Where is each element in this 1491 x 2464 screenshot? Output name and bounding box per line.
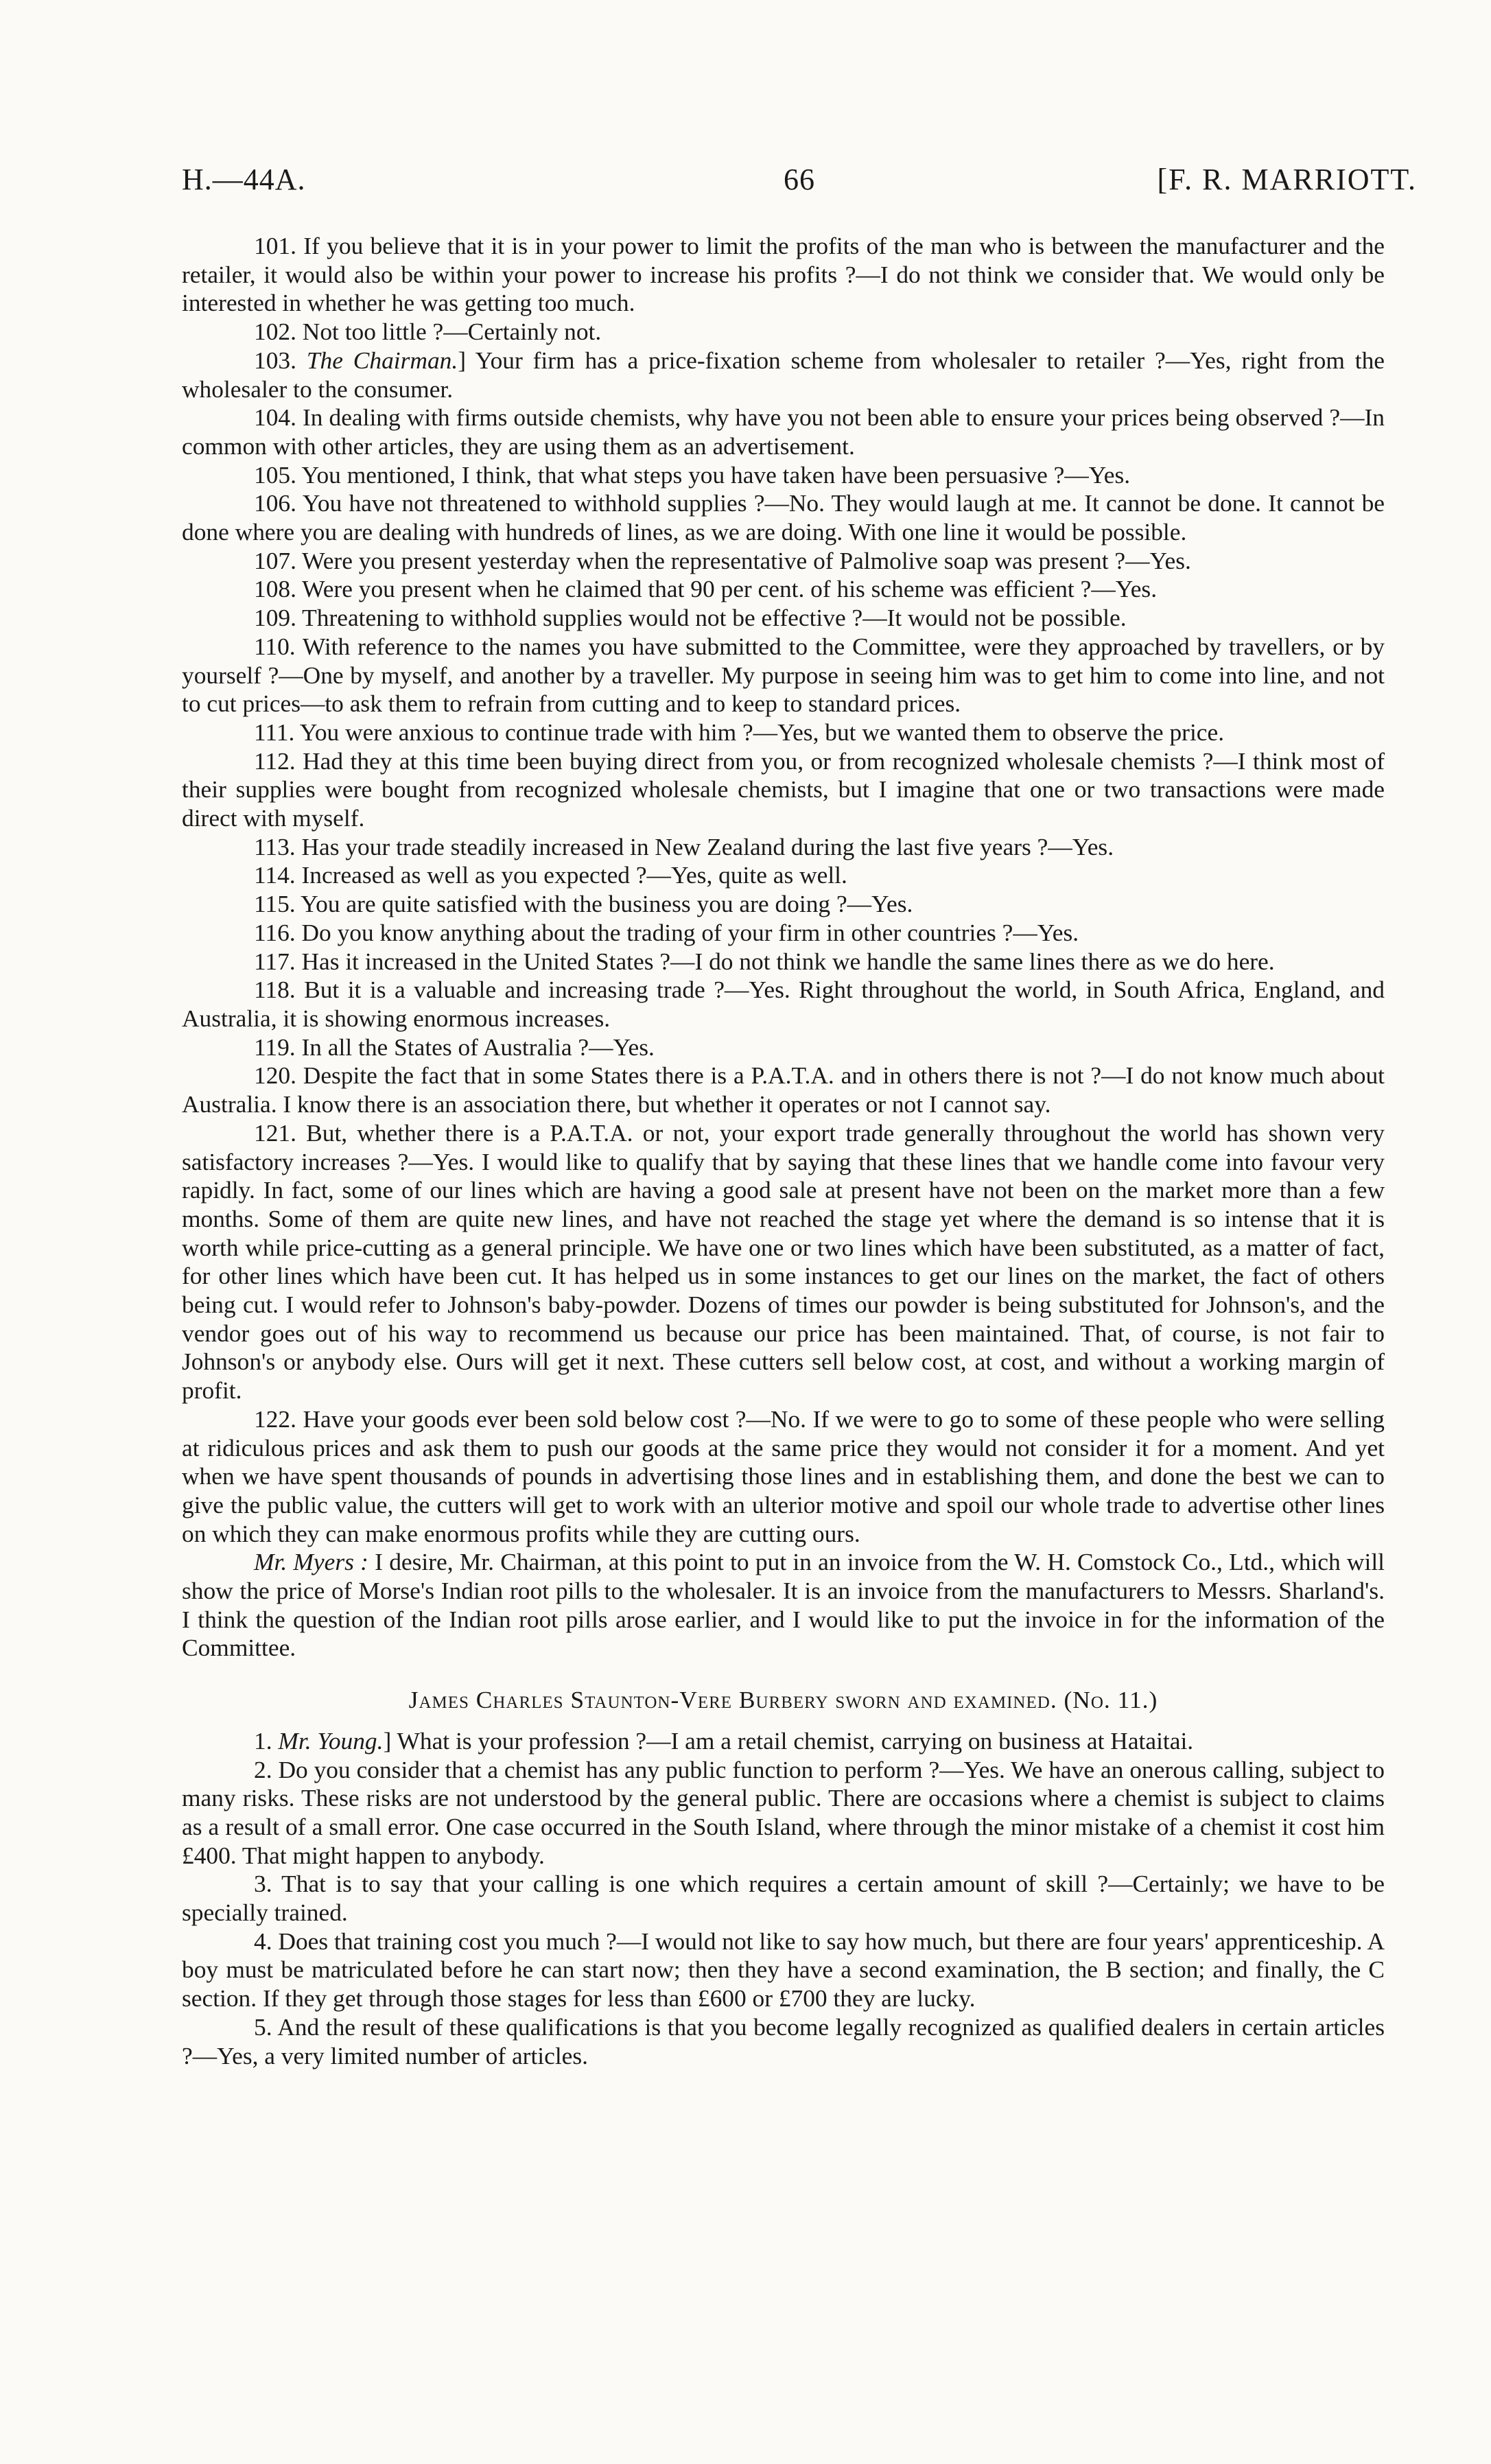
paragraph-115: 115. You are quite satisfied with the business you are doing ?—Yes. (254, 890, 913, 918)
paragraph-105: 105. You mentioned, I think, that what steps you have taken have been persuasive ?—Yes. (254, 460, 1131, 489)
speaker-name: Mr. Myers : (254, 1548, 368, 1576)
paragraph-4: 4. Does that training cost you much ?—I would not like to say how much, but there are four years' apprenticeship. A boy must be matriculated before he can start now; then they have a second examination, the B section; and finally, the C section. If they get through those stages for less than £600 or £700 they are lucky. (182, 1927, 1385, 2013)
paragraph-111: 111. You were anxious to continue trade with him ?—Yes, but we wanted them to observe the price. (254, 718, 1225, 746)
paragraph-122: 122. Have your goods ever been sold below cost ?—No. If we were to go to some of these people who were selling at ridiculous prices and ask them to push our goods at the same price they would not consider it for a moment. And yet when we have spent thousands of pounds in advertising those lines and in establishing them, and done the best we can to give the public value, the cutters will get to work with an ulterior motive and spoil our whole trade to advertise other lines on which they can make enormous profits while they are cutting ours. (182, 1405, 1385, 1547)
page-header (182, 162, 1417, 203)
paragraph-106: 106. You have not threatened to withhold supplies ?—No. They would laugh at me. It cannot be done. It cannot be done where you are dealing with hundreds of lines, as we are doing. With one line it would be possible. (182, 489, 1385, 546)
document-body (182, 232, 1385, 2070)
paragraph-107: 107. Were you present yesterday when the representative of Palmolive soap was present ?—Yes. (254, 546, 1191, 574)
paragraph-116: 116. Do you know anything about the trading of your firm in other countries ?—Yes. (254, 918, 1079, 946)
paragraph-114: 114. Increased as well as you expected ?—Yes, quite as well. (254, 861, 847, 889)
paragraph-101: 101. If you believe that it is in your power to limit the profits of the man who is between the manufacturer and the retailer, it would also be within your power to increase his profits ?—I do not think we consider that. We would only be interested in whether he was getting too much. (182, 232, 1385, 317)
witness-name-header: [F. R. MARRIOTT. (1157, 163, 1417, 196)
paragraph-112: 112. Had they at this time been buying direct from you, or from recognized wholesale chemists ?—I think most of their supplies were bought from recognized wholesale chemists, but I imagine that one or two transactions were made direct with myself. (182, 747, 1385, 832)
paragraph-text: ] Your firm has a price-fixation scheme from wholesaler to retailer ?—Yes, right from the wholesaler to the consumer. (182, 346, 1385, 403)
paragraph-3: 3. That is to say that your calling is one which requires a certain amount of skill ?—Certainly; we have to be specially trained. (182, 1870, 1385, 1927)
paragraph-1 (182, 1727, 1385, 1756)
paragraph-109: 109. Threatening to withhold supplies would not be effective ?—It would not be possible. (254, 604, 1127, 632)
paragraph-104: 104. In dealing with firms outside chemists, why have you not been able to ensure your prices being observed ?—In common with other articles, they are using them as an advertisement. (182, 403, 1385, 460)
paragraph-text: I desire, Mr. Chairman, at this point to put in an invoice from the W. H. Comstock Co., Ltd., which will show the price of Morse's Indian root pills to the wholesaler. It is an invoice from the manufacturers to Messrs. Sharland's. I think the question of the Indian root pills arose earlier, and I would like to put the invoice in for the information of the Committee. (182, 1548, 1385, 1662)
paragraph-108: 108. Were you present when he claimed that 90 per cent. of his scheme was efficient ?—Yes. (254, 575, 1158, 603)
page-number: 66 (784, 163, 815, 196)
paragraph-120: 120. Despite the fact that in some States there is a P.A.T.A. and in others there is not ?—I do not know much about Australia. I know there is an association there, but whether it operates or not I cannot say. (182, 1061, 1385, 1118)
paragraph-2: 2. Do you consider that a chemist has any public function to perform ?—Yes. We have an onerous calling, subject to many risks. These risks are not understood by the general public. There are occasions where a chemist is subject to claims as a result of a small error. One case occurred in the South Island, where through the minor mistake of a chemist it cost him £400. That might happen to anybody. (182, 1755, 1385, 1869)
paragraph-118: 118. But it is a valuable and increasing trade ?—Yes. Right throughout the world, in South Africa, England, and Australia, it is showing enormous increases. (182, 976, 1385, 1032)
document-reference: H.—44A. (182, 163, 306, 196)
paragraph-lead: 1. (254, 1726, 279, 1755)
paragraph-5: 5. And the result of these qualifications is that you become legally recognized as qualified dealers in certain articles ?—Yes, a very limited number of articles. (182, 2013, 1385, 2069)
speaker-name: Mr. Young. (278, 1726, 384, 1755)
paragraph-113: 113. Has your trade steadily increased in New Zealand during the last five years ?—Yes. (254, 832, 1114, 860)
paragraph-117: 117. Has it increased in the United States ?—I do not think we handle the same lines there as we do here. (254, 947, 1275, 975)
paragraph-102: 102. Not too little ?—Certainly not. (254, 318, 602, 346)
paragraph-103 (182, 347, 1385, 403)
paragraph-lead: 103. (254, 346, 307, 374)
paragraph-mr-myers (182, 1548, 1385, 1663)
speaker-name: The Chairman. (306, 346, 458, 374)
paragraph-110: 110. With reference to the names you have submitted to the Committee, were they approached by travellers, or by yourself ?—One by myself, and another by a traveller. My purpose in seeing him was to get him to come into line, and not to cut prices—to ask them to refrain from cutting and to keep to standard prices. (182, 632, 1385, 718)
paragraph-text: ] What is your profession ?—I am a retail chemist, carrying on business at Hataitai. (383, 1726, 1194, 1755)
witness-heading: James Charles Staunton-Vere Burbery sworn and examined. (No. 11.) (408, 1686, 1158, 1714)
paragraph-119: 119. In all the States of Australia ?—Yes. (254, 1033, 655, 1061)
paragraph-121: 121. But, whether there is a P.A.T.A. or not, your export trade generally throughout the world has shown very satisfactory increases ?—Yes. I would like to qualify that by saying that these lines that we handle come into favour very rapidly. In fact, some of our lines which are having a good sale at present have not been on the market more than a few months. Some of them are quite new lines, and have not reached the stage yet where the demand is so intense that it is worth while price-cutting as a general principle. We have one or two lines which have been substituted, as a matter of fact, for other lines which have been cut. It has helped us in some instances to get our lines on the market, the fact of others being cut. I would refer to Johnson's baby-powder. Dozens of times our powder is being substituted for Johnson's, and the vendor goes out of his way to recommend us because our price has been maintained. That, of course, is not fair to Johnson's or anybody else. Ours will get it next. These cutters sell below cost, at cost, and without a working margin of profit. (182, 1118, 1385, 1405)
